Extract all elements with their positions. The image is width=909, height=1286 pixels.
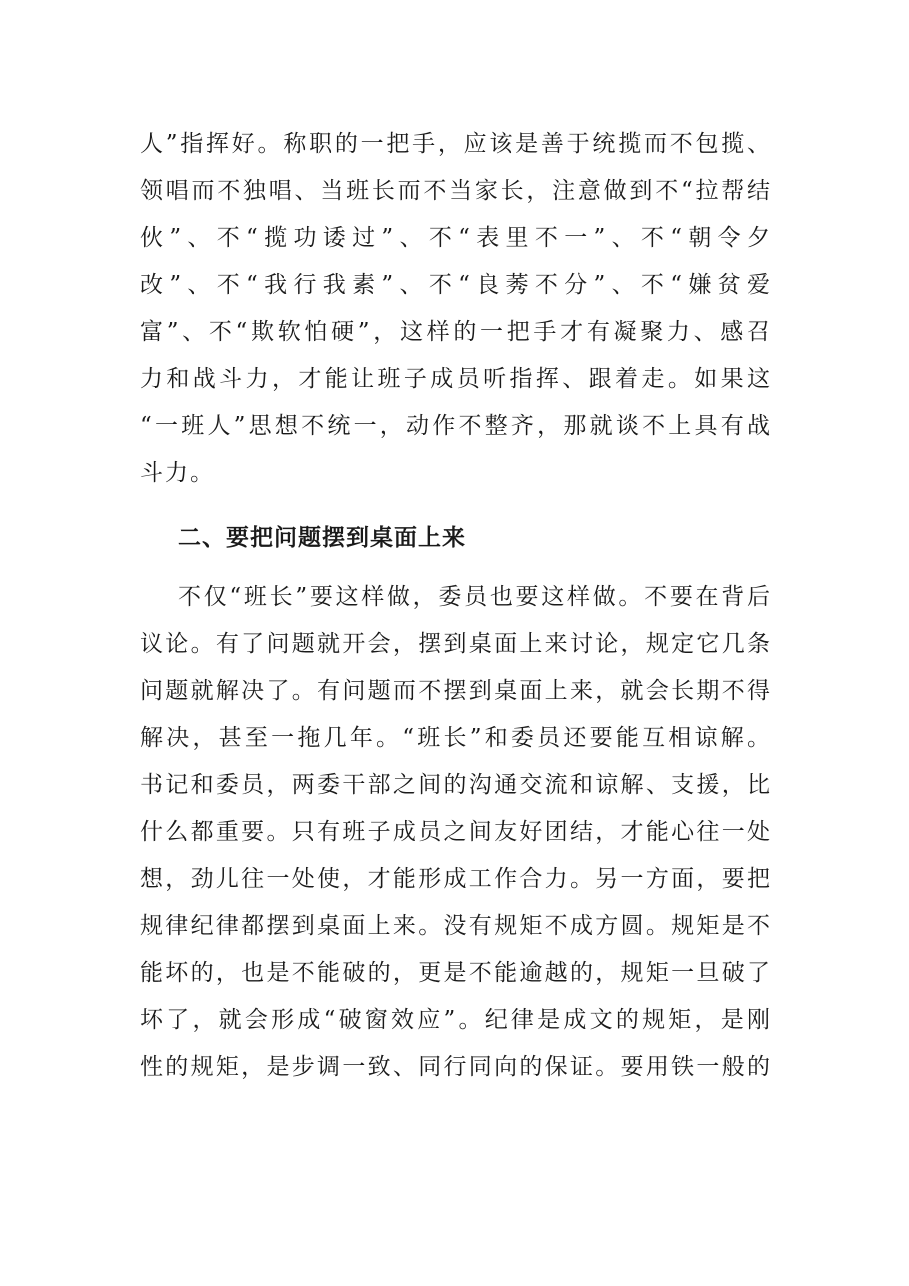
paragraph-line: 领唱而不独唱、当班长而不当家长，注意做到不“拉帮结 <box>140 178 772 204</box>
paragraph-line: 力和战斗力，才能让班子成员听指挥、跟着走。如果这 <box>140 366 772 392</box>
paragraph-line: 什么都重要。只有班子成员之间友好团结，才能心往一处 <box>140 819 772 845</box>
paragraph-line: 解决，甚至一拖几年。“班长”和委员还要能互相谅解。 <box>140 725 772 751</box>
section-heading: 二、要把问题摆到桌面上来 <box>178 524 466 551</box>
paragraph-line: 能坏的，也是不能破的，更是不能逾越的，规矩一旦破了 <box>140 960 772 986</box>
paragraph-line: 不仅“班长”要这样做，委员也要这样做。不要在背后 <box>178 584 772 610</box>
paragraph-line: 议论。有了问题就开会，摆到桌面上来讨论，规定它几条 <box>140 631 772 657</box>
paragraph-line: 人”指挥好。称职的一把手，应该是善于统揽而不包揽、 <box>140 131 772 157</box>
paragraph-line: 性的规矩，是步调一致、同行同向的保证。要用铁一般的 <box>140 1054 772 1080</box>
paragraph-line: 坏了，就会形成“破窗效应”。纪律是成文的规矩，是刚 <box>140 1007 772 1033</box>
paragraph-line: 问题就解决了。有问题而不摆到桌面上来，就会长期不得 <box>140 678 772 704</box>
paragraph-line: 富”、不“欺软怕硬”，这样的一把手才有凝聚力、感召 <box>140 319 772 345</box>
paragraph-line: 斗力。 <box>140 460 215 486</box>
paragraph-line: “一班人”思想不统一，动作不整齐，那就谈不上具有战 <box>140 413 772 439</box>
paragraph-line: 想，劲儿往一处使，才能形成工作合力。另一方面，要把 <box>140 866 772 892</box>
paragraph-line: 伙”、不“揽功诿过”、不“表里不一”、不“朝令夕 <box>140 225 772 251</box>
paragraph-line: 改”、不“我行我素”、不“良莠不分”、不“嫌贫爱 <box>140 272 772 298</box>
paragraph-line: 规律纪律都摆到桌面上来。没有规矩不成方圆。规矩是不 <box>140 913 772 939</box>
paragraph-line: 书记和委员，两委干部之间的沟通交流和谅解、支援，比 <box>140 772 772 798</box>
